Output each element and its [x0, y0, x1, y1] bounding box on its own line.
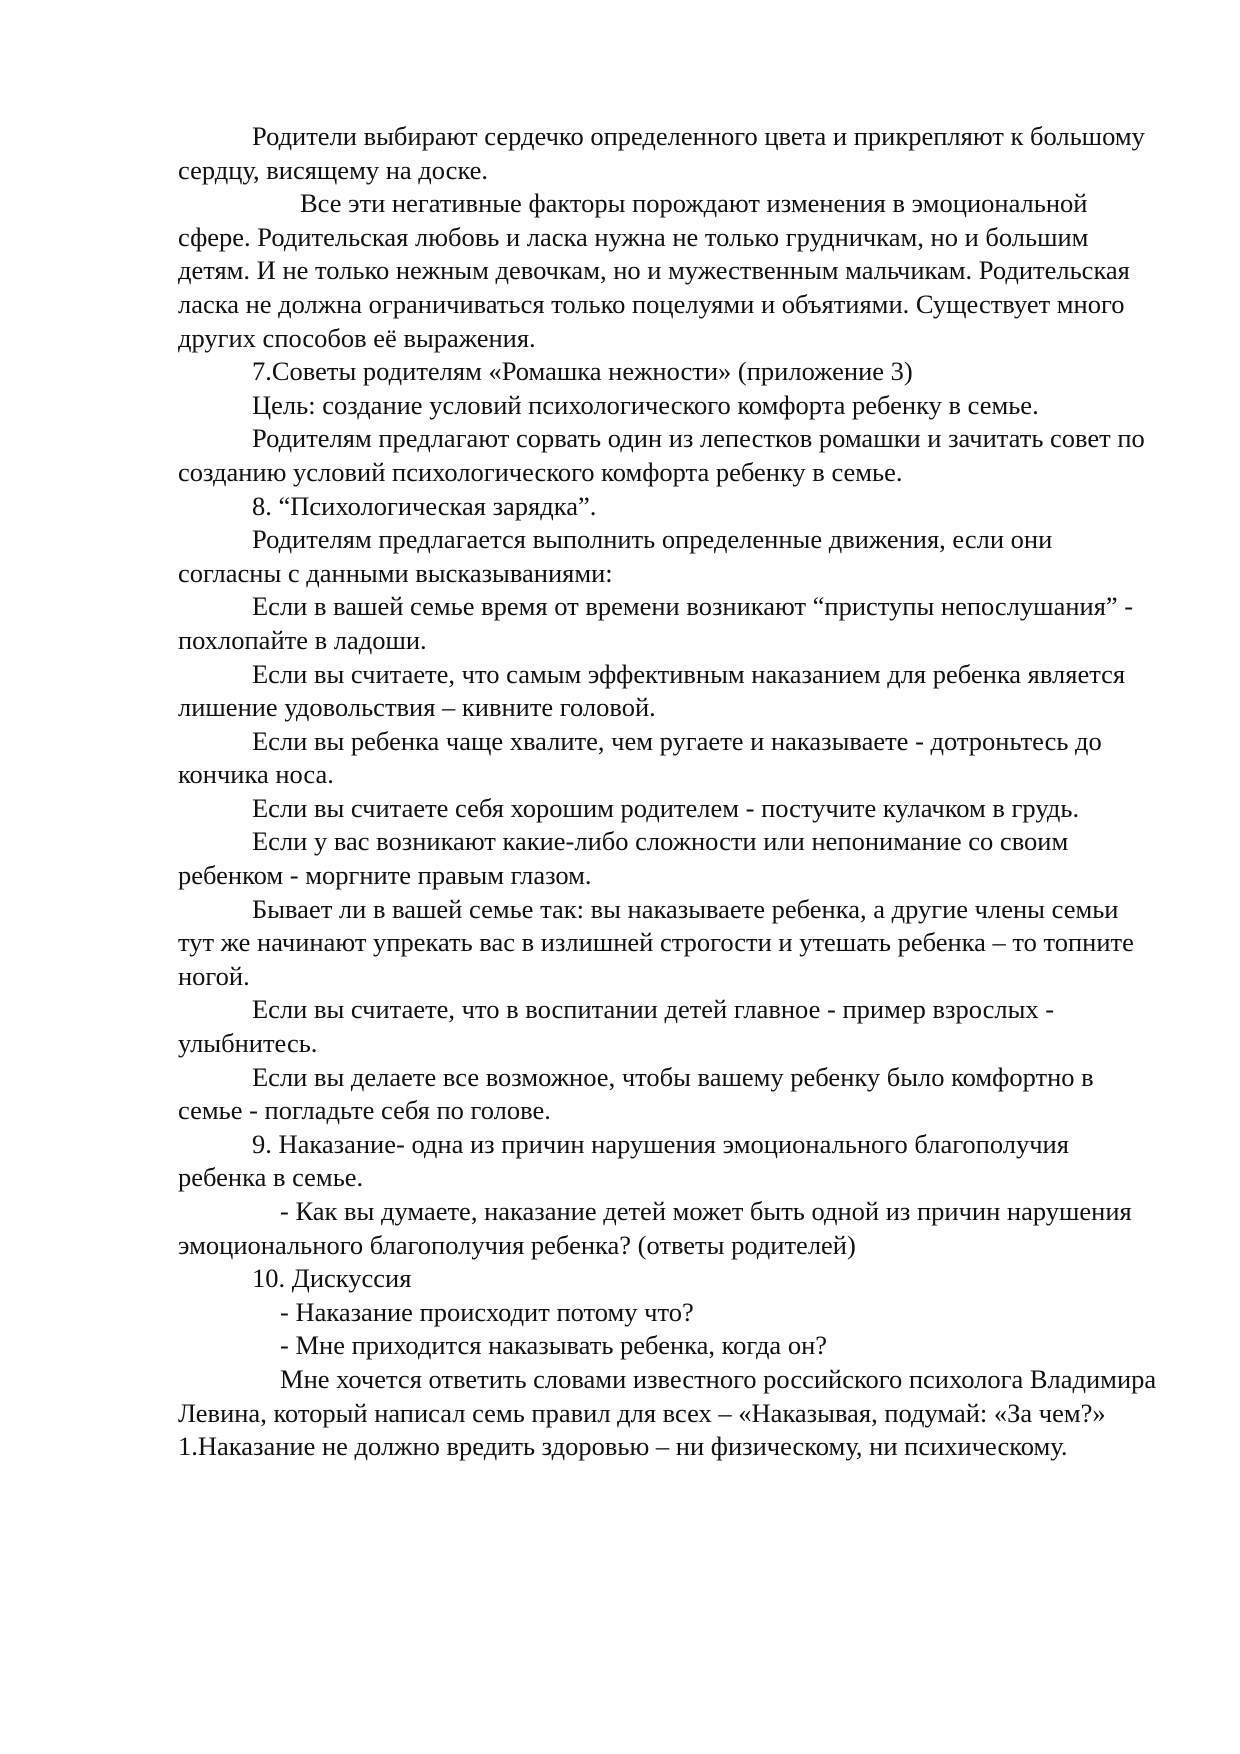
paragraph: Если вы считаете себя хорошим родителем - постучите кулачком в грудь.: [252, 792, 1080, 823]
paragraph: - Наказание происходит потому что?: [280, 1296, 694, 1327]
paragraph: Родителям предлагают сорвать один из лепестков ромашки и зачитать совет по созданию условий психологического комфорта ребенку в семье.: [178, 423, 1145, 487]
paragraph: Если вы считаете, что самым эффективным наказанием для ребенка является лишение удовольствия – кивните головой.: [178, 658, 1126, 723]
paragraph: Если вы делаете все возможное, чтобы вашему ребенку было комфортно в семье - погладьте себя по голове.: [178, 1061, 1094, 1126]
paragraph: 7.Советы родителям «Ромашка нежности» (приложение 3): [252, 356, 913, 387]
paragraph: 8. “Психологическая зарядка”.: [252, 490, 597, 521]
paragraph: Если вы ребенка чаще хвалите, чем ругаете и наказываете - дотроньтесь до кончика носа.: [178, 725, 1102, 790]
paragraph: Все эти негативные факторы порождают изменения в эмоциональной сфере. Родительская любовь и ласка нужна не только грудничкам, но и большим детям. И не только нежным девочкам, но и мужественным мальчикам. Родительская ласка не должна ограничиваться только поцелуями и объятиями. Существует много других способов её выражения.: [178, 188, 1130, 353]
paragraph: Мне хочется ответить словами известного российского психолога Владимира Левина, который написал семь правил для всех – «Наказывая, подумай: «За чем?»: [178, 1363, 1157, 1428]
paragraph: 9. Наказание- одна из причин нарушения эмоционального благополучия ребенка в семье.: [178, 1128, 1069, 1193]
paragraph: Цель: создание условий психологического комфорта ребенку в семье.: [252, 389, 1039, 420]
document-body: [178, 120, 1160, 1464]
paragraph: 1.Наказание не должно вредить здоровью – ни физическому, ни психическому.: [178, 1431, 1068, 1462]
paragraph: - Как вы думаете, наказание детей может быть одной из причин нарушения эмоционального благополучия ребенка? (ответы родителей): [178, 1196, 1132, 1260]
paragraph: Если в вашей семье время от времени возникают “приступы непослушания” - похлопайте в ладоши.: [178, 591, 1134, 655]
paragraph: Родителям предлагается выполнить определенные движения, если они согласны с данными высказываниями:: [178, 524, 1053, 588]
paragraph: Если вы считаете, что в воспитании детей главное - пример взрослых - улыбнитесь.: [178, 994, 1055, 1059]
paragraph: 10. Дискуссия: [252, 1263, 412, 1294]
paragraph: - Мне приходится наказывать ребенка, когда он?: [280, 1330, 828, 1361]
paragraph: Родители выбирают сердечко определенного цвета и прикрепляют к большому сердцу, висящему на доске.: [178, 121, 1145, 185]
paragraph: Бывает ли в вашей семье так: вы наказываете ребенка, а другие члены семьи тут же начинают упрекать вас в излишней строгости и утешать ребенка – то топните ногой.: [178, 893, 1134, 991]
paragraph: Если у вас возникают какие-либо сложности или непонимание со своим ребенком - моргните правым глазом.: [178, 826, 1069, 891]
